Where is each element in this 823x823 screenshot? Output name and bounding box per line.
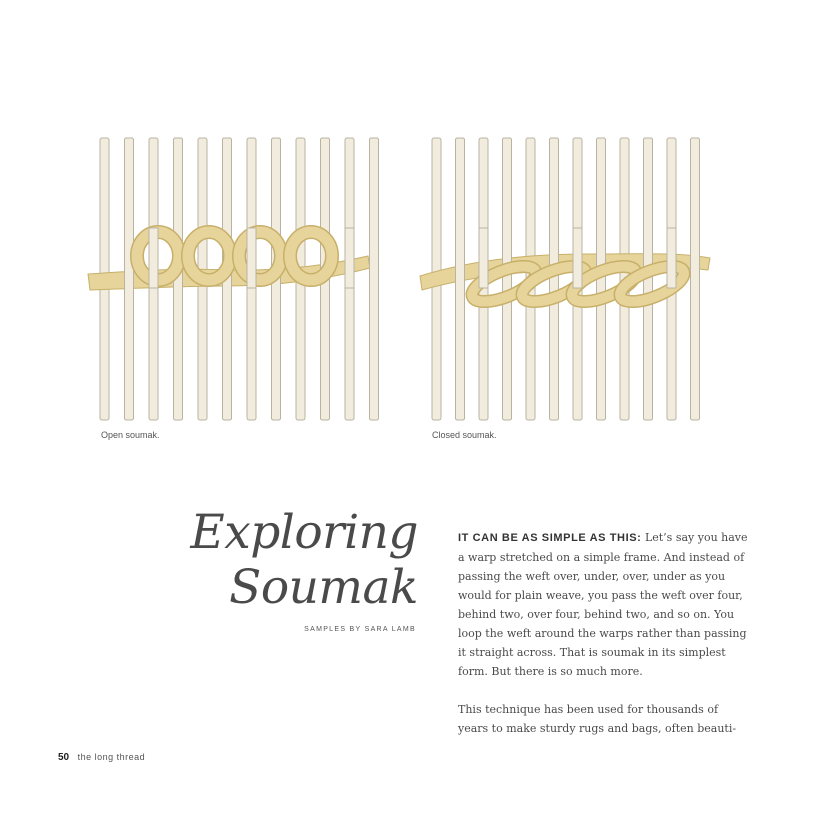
warp-thread	[691, 138, 700, 420]
warp-thread	[456, 138, 465, 420]
warp-thread	[550, 138, 559, 420]
warp-thread-overlap	[667, 228, 676, 288]
open-soumak-illustration	[86, 128, 386, 424]
closed-soumak-caption: Closed soumak.	[432, 430, 497, 440]
article-body	[458, 528, 748, 757]
open-soumak-caption: Open soumak.	[101, 430, 160, 440]
warp-thread-overlap	[479, 228, 488, 288]
article-title	[190, 505, 418, 615]
page-number: 50	[58, 752, 70, 763]
paragraph-1	[458, 528, 748, 681]
title-line-2: Soumak	[229, 560, 418, 615]
open-soumak-drawing	[86, 128, 386, 424]
paragraph-1-text: Let’s say you have a warp stretched on a simple frame. And instead of passing the weft over, under, over, under as you would for plain weave, you pass the weft over four, behind two, over four, behind two, and so on. You loop the weft around the warps rather than passing it straight across. That is soumak in its simplest form. But there is so much more.	[458, 531, 748, 678]
warp-thread-overlap	[247, 228, 256, 288]
warp-thread	[125, 138, 134, 420]
closed-soumak-drawing	[418, 128, 718, 424]
warp-thread	[503, 138, 512, 420]
closed-soumak-illustration	[418, 128, 718, 424]
warp-thread-overlap	[345, 228, 354, 288]
warp-thread-overlap	[149, 228, 158, 288]
byline: SAMPLES BY SARA LAMB	[304, 626, 416, 633]
lead-in: IT CAN BE AS SIMPLE AS THIS:	[458, 532, 642, 544]
title-line-1: Exploring	[190, 505, 418, 560]
page-footer	[58, 752, 145, 763]
paragraph-2: This technique has been used for thousands of years to make sturdy rugs and bags, often beauti-	[458, 703, 737, 735]
warp-thread	[370, 138, 379, 420]
warp-thread-overlap	[573, 228, 582, 288]
running-title: the long thread	[77, 752, 146, 762]
